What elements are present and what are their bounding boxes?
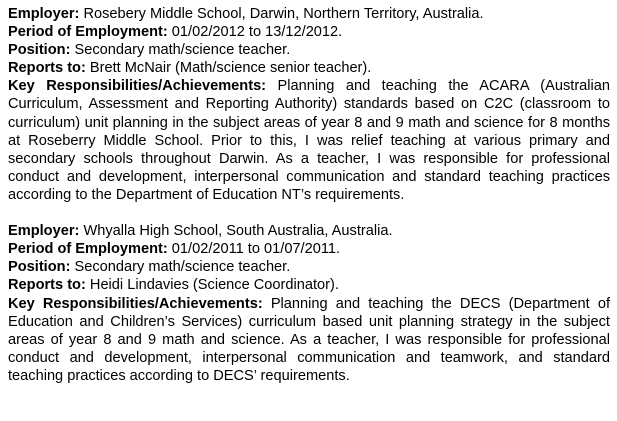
position-label: Position: <box>8 42 71 59</box>
responsibilities-label: Key Responsibilities/Achievements: <box>8 78 267 95</box>
reports-to-value: Heidi Lindavies (Science Coordinator). <box>89 277 339 294</box>
reports-to-line <box>8 59 609 77</box>
position-line <box>8 258 609 276</box>
employment-entry-whyalla <box>8 222 609 385</box>
responsibilities-paragraph <box>8 295 610 385</box>
employer-label: Employer: <box>8 223 80 240</box>
period-value: 01/02/2012 to 13/12/2012. <box>171 24 343 41</box>
responsibilities-text: Planning and teaching the ACARA (Australian Curriculum, Assessment and Reporting Authority) standards based on C2C (classroom to curriculum) unit planning in the subject areas of year 8 and 9 math and science for 8 months at Roseberry Middle School. Prior to this, I was relief teaching at various primary and secondary schools throughout Darwin. As a teacher, I was responsible for professional conduct and development, interpersonal communication and standard teaching practices according to the Department of Education NT’s requirements. <box>8 78 611 203</box>
period-value: 01/02/2011 to 01/07/2011. <box>171 241 341 258</box>
employment-entry-rosebery <box>8 5 609 204</box>
period-label: Period of Employment: <box>8 241 168 258</box>
period-label: Period of Employment: <box>8 24 168 41</box>
responsibilities-text: Planning and teaching the DECS (Department of Education and Children’s Services) curriculum based unit planning strategy in the subject areas of year 8 and 9 math and science. As a teacher, I was responsible for professional conduct and development, interpersonal communication and teamwork, and standard teaching practices according to DECS’ requirements. <box>8 295 610 384</box>
period-line <box>8 240 609 258</box>
responsibilities-label: Key Responsibilities/Achievements: <box>8 295 263 312</box>
position-line <box>8 41 609 59</box>
reports-to-label: Reports to: <box>8 60 86 77</box>
reports-to-label: Reports to: <box>8 277 86 294</box>
position-value: Secondary math/science teacher. <box>74 42 291 59</box>
employer-value: Rosebery Middle School, Darwin, Northern Territory, Australia. <box>83 6 484 22</box>
responsibilities-paragraph <box>8 77 610 204</box>
reports-to-line <box>8 276 609 294</box>
employer-line <box>8 222 609 240</box>
employment-history <box>8 5 609 385</box>
employer-value: Whyalla High School, South Australia, Australia. <box>83 223 393 240</box>
employer-label: Employer: <box>8 6 80 22</box>
position-value: Secondary math/science teacher. <box>74 259 291 276</box>
period-line <box>8 23 609 41</box>
position-label: Position: <box>8 259 71 276</box>
employer-line <box>8 5 609 23</box>
reports-to-value: Brett McNair (Math/science senior teacher). <box>89 60 372 77</box>
